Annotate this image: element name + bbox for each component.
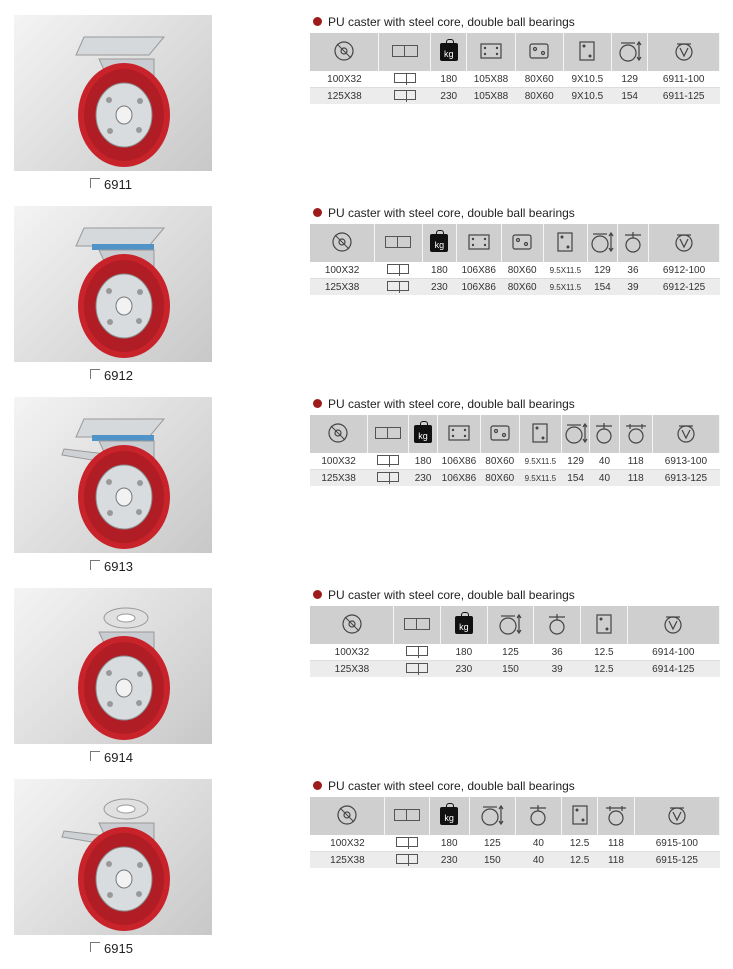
spec-cell: 106X86	[437, 453, 480, 470]
model-number	[90, 941, 133, 956]
bearing-icon	[394, 661, 441, 678]
caster-photo	[14, 397, 212, 553]
spec-cell: 36	[617, 262, 648, 279]
product-block	[0, 588, 733, 778]
bullet-icon	[313, 17, 322, 26]
product-block	[0, 15, 733, 205]
spec-cell: 105X88	[467, 71, 515, 88]
product-title	[313, 15, 575, 29]
offset-icon	[590, 415, 619, 453]
bolt-hole-icon	[519, 415, 561, 453]
code-icon	[652, 415, 719, 453]
spec-cell: 40	[590, 453, 619, 470]
spec-table	[310, 606, 720, 677]
spec-cell: 125X38	[310, 852, 385, 869]
spec-cell: 106X86	[437, 470, 480, 487]
title-text: PU caster with steel core, double ball bearings	[328, 588, 575, 602]
offset-icon	[617, 224, 648, 262]
load-icon: kg	[423, 224, 457, 262]
model-number	[90, 750, 133, 765]
spec-cell: 150	[487, 661, 534, 678]
wheel-icon	[310, 33, 379, 71]
spec-cell: 125X38	[310, 279, 374, 296]
spec-cell: 39	[534, 661, 581, 678]
code-icon	[627, 606, 719, 644]
bearing-icon	[385, 835, 429, 852]
height-icon	[469, 797, 515, 835]
bullet-icon	[313, 781, 322, 790]
spec-cell: 80X60	[501, 279, 543, 296]
spec-cell: 125X38	[310, 88, 379, 105]
spec-cell: 125	[487, 644, 534, 661]
model-number	[90, 559, 133, 574]
spec-cell: 180	[423, 262, 457, 279]
spec-cell: 12.5	[581, 661, 628, 678]
title-text: PU caster with steel core, double ball bearings	[328, 15, 575, 29]
spec-cell: 230	[441, 661, 488, 678]
product-block	[0, 779, 733, 969]
model-label: 6915	[104, 941, 133, 956]
caster-photo	[14, 15, 212, 171]
caster-photo	[14, 206, 212, 362]
bearing-icon	[394, 644, 441, 661]
spec-row	[310, 88, 720, 105]
spec-cell: 230	[429, 852, 469, 869]
spec-cell: 100X32	[310, 453, 367, 470]
spec-row	[310, 262, 720, 279]
bullet-icon	[313, 208, 322, 217]
spec-header-row	[310, 224, 720, 262]
spec-cell: 12.5	[581, 644, 628, 661]
spec-cell: 180	[441, 644, 488, 661]
spec-cell: 40	[515, 852, 561, 869]
bearing-icon	[379, 71, 431, 88]
model-label: 6913	[104, 559, 133, 574]
bearing-icon	[367, 453, 409, 470]
offset-icon	[515, 797, 561, 835]
bearing-icon	[394, 606, 441, 644]
spec-cell: 80X60	[515, 88, 563, 105]
spec-cell: 100X32	[310, 644, 394, 661]
model-label: 6912	[104, 368, 133, 383]
spec-cell: 12.5	[561, 852, 597, 869]
spec-cell: 100X32	[310, 835, 385, 852]
plate-size-icon	[456, 224, 501, 262]
spec-cell: 118	[619, 453, 652, 470]
bearing-icon	[379, 88, 431, 105]
spec-cell: 80X60	[501, 262, 543, 279]
spec-header-row	[310, 33, 720, 71]
spec-cell: 80X60	[515, 71, 563, 88]
offset-icon	[534, 606, 581, 644]
spec-cell: 6915-125	[634, 852, 719, 869]
load-icon: kg	[409, 415, 438, 453]
bearing-icon	[374, 224, 422, 262]
swivel-radius-icon	[619, 415, 652, 453]
spec-header-row	[310, 797, 720, 835]
spec-cell: 129	[611, 71, 647, 88]
spec-cell: 118	[619, 470, 652, 487]
spec-cell: 9.5X11.5	[543, 262, 587, 279]
spec-row	[310, 835, 720, 852]
spec-row	[310, 661, 720, 678]
spec-cell: 154	[611, 88, 647, 105]
spec-cell: 6915-100	[634, 835, 719, 852]
spec-cell: 125	[469, 835, 515, 852]
caster-photo	[14, 588, 212, 744]
model-label: 6914	[104, 750, 133, 765]
plate-size-icon	[467, 33, 515, 71]
spec-cell: 154	[562, 470, 590, 487]
bearing-icon	[385, 797, 429, 835]
bullet-icon	[313, 590, 322, 599]
spec-table	[310, 415, 720, 486]
spec-cell: 118	[598, 852, 635, 869]
spec-cell: 6911-100	[648, 71, 720, 88]
load-icon: kg	[441, 606, 488, 644]
spec-cell: 230	[431, 88, 467, 105]
product-block	[0, 206, 733, 396]
title-text: PU caster with steel core, double ball bearings	[328, 779, 575, 793]
corner-arrow-icon	[90, 560, 100, 570]
spec-cell: 6911-125	[648, 88, 720, 105]
bearing-icon	[374, 262, 422, 279]
spec-cell: 12.5	[561, 835, 597, 852]
spec-cell: 9.5X11.5	[543, 279, 587, 296]
spec-cell: 154	[587, 279, 617, 296]
code-icon	[648, 33, 720, 71]
bearing-icon	[367, 415, 409, 453]
product-title	[313, 779, 575, 793]
spec-cell: 106X86	[456, 279, 501, 296]
spec-cell: 40	[515, 835, 561, 852]
bolt-hole-icon	[563, 33, 611, 71]
spec-row	[310, 470, 720, 487]
spec-row	[310, 852, 720, 869]
height-icon	[611, 33, 647, 71]
bolt-hole-icon	[543, 224, 587, 262]
load-icon: kg	[431, 33, 467, 71]
swivel-radius-icon	[598, 797, 635, 835]
model-label: 6911	[104, 177, 132, 192]
spec-row	[310, 453, 720, 470]
spec-cell: 100X32	[310, 71, 379, 88]
spec-cell: 180	[429, 835, 469, 852]
bolt-spacing-icon	[501, 224, 543, 262]
plate-size-icon	[437, 415, 480, 453]
spec-table	[310, 33, 720, 104]
corner-arrow-icon	[90, 942, 100, 952]
bearing-icon	[379, 33, 431, 71]
spec-cell: 9.5X11.5	[519, 470, 561, 487]
code-icon	[634, 797, 719, 835]
bolt-hole-icon	[561, 797, 597, 835]
bolt-spacing-icon	[515, 33, 563, 71]
spec-cell: 118	[598, 835, 635, 852]
product-title	[313, 397, 575, 411]
height-icon	[587, 224, 617, 262]
bearing-icon	[374, 279, 422, 296]
spec-cell: 125X38	[310, 661, 394, 678]
wheel-icon	[310, 797, 385, 835]
spec-cell: 9X10.5	[563, 71, 611, 88]
spec-cell: 125X38	[310, 470, 367, 487]
spec-header-row	[310, 415, 720, 453]
corner-arrow-icon	[90, 369, 100, 379]
spec-row	[310, 644, 720, 661]
bearing-icon	[367, 470, 409, 487]
spec-cell: 9X10.5	[563, 88, 611, 105]
code-icon	[649, 224, 720, 262]
spec-header-row	[310, 606, 720, 644]
bolt-hole-icon	[581, 606, 628, 644]
bullet-icon	[313, 399, 322, 408]
spec-cell: 106X86	[456, 262, 501, 279]
product-block	[0, 397, 733, 587]
spec-cell: 36	[534, 644, 581, 661]
wheel-icon	[310, 606, 394, 644]
spec-cell: 6914-100	[627, 644, 719, 661]
spec-cell: 39	[617, 279, 648, 296]
height-icon	[487, 606, 534, 644]
corner-arrow-icon	[90, 178, 100, 188]
spec-cell: 6913-100	[652, 453, 719, 470]
title-text: PU caster with steel core, double ball bearings	[328, 206, 575, 220]
spec-cell: 40	[590, 470, 619, 487]
spec-cell: 6912-100	[649, 262, 720, 279]
spec-cell: 129	[587, 262, 617, 279]
corner-arrow-icon	[90, 751, 100, 761]
spec-cell: 180	[409, 453, 438, 470]
product-title	[313, 588, 575, 602]
spec-cell: 80X60	[480, 453, 519, 470]
spec-table	[310, 797, 720, 868]
spec-cell: 230	[409, 470, 438, 487]
spec-row	[310, 279, 720, 296]
spec-cell: 129	[562, 453, 590, 470]
caster-photo	[14, 779, 212, 935]
spec-cell: 80X60	[480, 470, 519, 487]
spec-row	[310, 71, 720, 88]
spec-cell: 6912-125	[649, 279, 720, 296]
wheel-icon	[310, 224, 374, 262]
title-text: PU caster with steel core, double ball bearings	[328, 397, 575, 411]
spec-cell: 180	[431, 71, 467, 88]
spec-cell: 105X88	[467, 88, 515, 105]
wheel-icon	[310, 415, 367, 453]
load-icon: kg	[429, 797, 469, 835]
spec-cell: 230	[423, 279, 457, 296]
model-number	[90, 368, 133, 383]
spec-cell: 9.5X11.5	[519, 453, 561, 470]
model-number	[90, 177, 132, 192]
height-icon	[562, 415, 590, 453]
product-title	[313, 206, 575, 220]
bolt-spacing-icon	[480, 415, 519, 453]
bearing-icon	[385, 852, 429, 869]
spec-cell: 6913-125	[652, 470, 719, 487]
spec-cell: 150	[469, 852, 515, 869]
spec-cell: 100X32	[310, 262, 374, 279]
spec-table	[310, 224, 720, 295]
spec-cell: 6914-125	[627, 661, 719, 678]
